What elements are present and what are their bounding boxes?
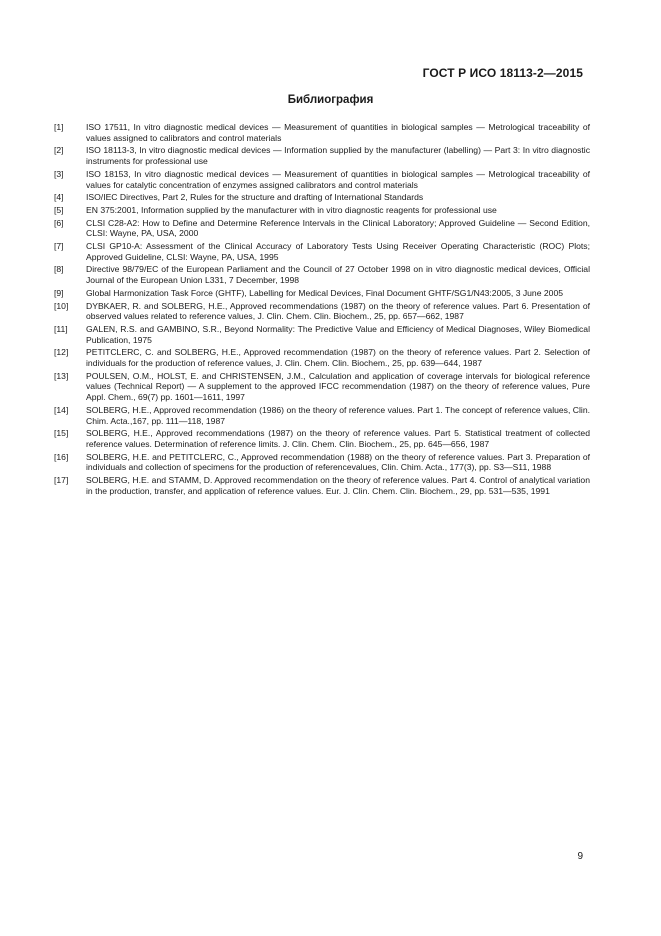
entry-text: Global Harmonization Task Force (GHTF), Labelling for Medical Devices, Final Document GHTF/SG1/N43:2005, 3 June 2005 — [86, 287, 563, 298]
entry-text: SOLBERG, H.E., Approved recommendation (1986) on the theory of reference values. Part 1. The concept of reference values, Clin. Chim. Acta.,167, pp. 111—118, 1987 — [86, 404, 590, 426]
bibliography-entry — [54, 145, 590, 166]
entry-number: [3] — [54, 168, 64, 179]
bibliography-entry — [54, 301, 590, 322]
bibliography-entry — [54, 347, 590, 368]
entry-text: GALEN, R.S. and GAMBINO, S.R., Beyond Normality: The Predictive Value and Efficiency of Medical Diagnoses, Wiley Biomedical Publication, 1975 — [86, 323, 590, 345]
entry-number: [7] — [54, 241, 64, 252]
entry-text: SOLBERG, H.E. and PETITCLERC, C., Approved recommendation (1988) on the theory of reference values. Part 3. Preparation of individuals and collection of specimens for the production of referencevalues, Clin. Chim. Acta., 177(3), pp. S3—S11, 1988 — [86, 451, 590, 473]
entry-text: PETITCLERC, C. and SOLBERG, H.E., Approved recommendation (1987) on the theory of reference values. Part 2. Selection of individuals for the production of reference values, J. Clin. Chem. Clin. Biochem., 25, pp. 639—644, 1987 — [86, 347, 590, 369]
bibliography-entry — [54, 475, 590, 496]
entry-text: SOLBERG, H.E., Approved recommendations (1987) on the theory of reference values. Part 5. Statistical treatment of collected reference values. Determination of reference limits. J. Clin. Chem. Clin. Biochem., 25, pp. 645—656, 1987 — [86, 428, 590, 449]
entry-text: ISO/IEC Directives, Part 2, Rules for the structure and drafting of International Standards — [86, 192, 424, 203]
entry-number: [13] — [54, 370, 69, 381]
entry-number: [14] — [54, 404, 69, 415]
entry-number: [4] — [54, 192, 64, 203]
standard-header: ГОСТ Р ИСО 18113-2—2015 — [422, 66, 583, 80]
entry-number: [16] — [54, 451, 69, 462]
entry-text: CLSI GP10-A: Assessment of the Clinical Accuracy of Laboratory Tests Using Receiver Operating Characteristic (ROC) Plots; Approved Guideline, CLSI: Wayne, PA, USA, 1995 — [86, 241, 590, 262]
entry-number: [6] — [54, 217, 64, 228]
bibliography-entry — [54, 205, 590, 216]
entry-number: [11] — [54, 323, 68, 334]
entry-text: Directive 98/79/EC of the European Parliament and the Council of 27 October 1998 on in vitro diagnostic medical devices, Official Journal of the European Union L331, 7 December, 1998 — [86, 264, 590, 286]
bibliography-entry — [54, 452, 590, 473]
entry-text: ISO 18113-3, In vitro diagnostic medical devices — Information supplied by the manufacturer (labelling) — Part 3: In vitro diagnostic instruments for professional use — [86, 145, 590, 167]
bibliography-entry — [54, 371, 590, 403]
entry-text: DYBKAER, R. and SOLBERG, H.E., Approved recommendations (1987) on the theory of reference values. Part 6. Presentation of observed values related to reference values, J. Clin. Chem. Clin. Biochem., 25, pp. 657—662, 1987 — [86, 300, 590, 322]
entry-text: CLSI C28-A2: How to Define and Determine Reference Intervals in the Clinical Laboratory; Approved Guideline — Second Edition, CLSI: Wayne, PA, USA, 2000 — [86, 217, 590, 239]
entry-number: [1] — [54, 122, 64, 132]
bibliography-entry — [54, 428, 590, 449]
entry-text: POULSEN, O.M., HOLST, E. and CHRISTENSEN, J.M., Calculation and application of coverage intervals for biological reference values (Technical Report) — A supplement to the approved IFCC recommendation (1987) on the theory of reference values, Pure Appl. Chem., 69(7) pp. 1601—1611, 1997 — [86, 370, 590, 403]
entry-text: SOLBERG, H.E. and STAMM, D. Approved recommendation on the theory of reference values. Part 4. Control of analytical variation in the production, transfer, and application of reference values. Eur. J. Clin. Chem. Clin. Biochem., 29, pp. 531—535, 1991 — [86, 475, 590, 496]
entry-number: [17] — [54, 475, 69, 486]
entry-number: [8] — [54, 264, 64, 275]
entry-number: [9] — [54, 287, 64, 298]
bibliography-list — [54, 122, 590, 499]
bibliography-entry — [54, 218, 590, 239]
entry-number: [5] — [54, 204, 64, 215]
bibliography-entry — [54, 405, 590, 426]
bibliography-entry — [54, 288, 590, 299]
bibliography-entry — [54, 324, 590, 345]
bibliography-entry — [54, 192, 590, 203]
page-number: 9 — [577, 851, 583, 862]
entry-text: EN 375:2001, Information supplied by the manufacturer with in vitro diagnostic reagents for professional use — [86, 204, 497, 215]
entry-text: ISO 18153, In vitro diagnostic medical devices — Measurement of quantities in biological samples — Metrological traceability of values for catalytic concentration of enzymes assigned calibrators and control materials — [86, 168, 590, 190]
bibliography-entry — [54, 122, 590, 143]
bibliography-heading: Библиография — [287, 94, 374, 106]
bibliography-entry — [54, 264, 590, 285]
entry-number: [15] — [54, 428, 69, 439]
entry-number: [10] — [54, 300, 69, 311]
bibliography-entry — [54, 241, 590, 262]
entry-text: ISO 17511, In vitro diagnostic medical devices — Measurement of quantities in biological samples — Metrological traceability of values assigned to calibrators and control materials — [86, 122, 590, 143]
entry-number: [12] — [54, 347, 69, 358]
entry-number: [2] — [54, 145, 64, 156]
bibliography-entry — [54, 169, 590, 190]
